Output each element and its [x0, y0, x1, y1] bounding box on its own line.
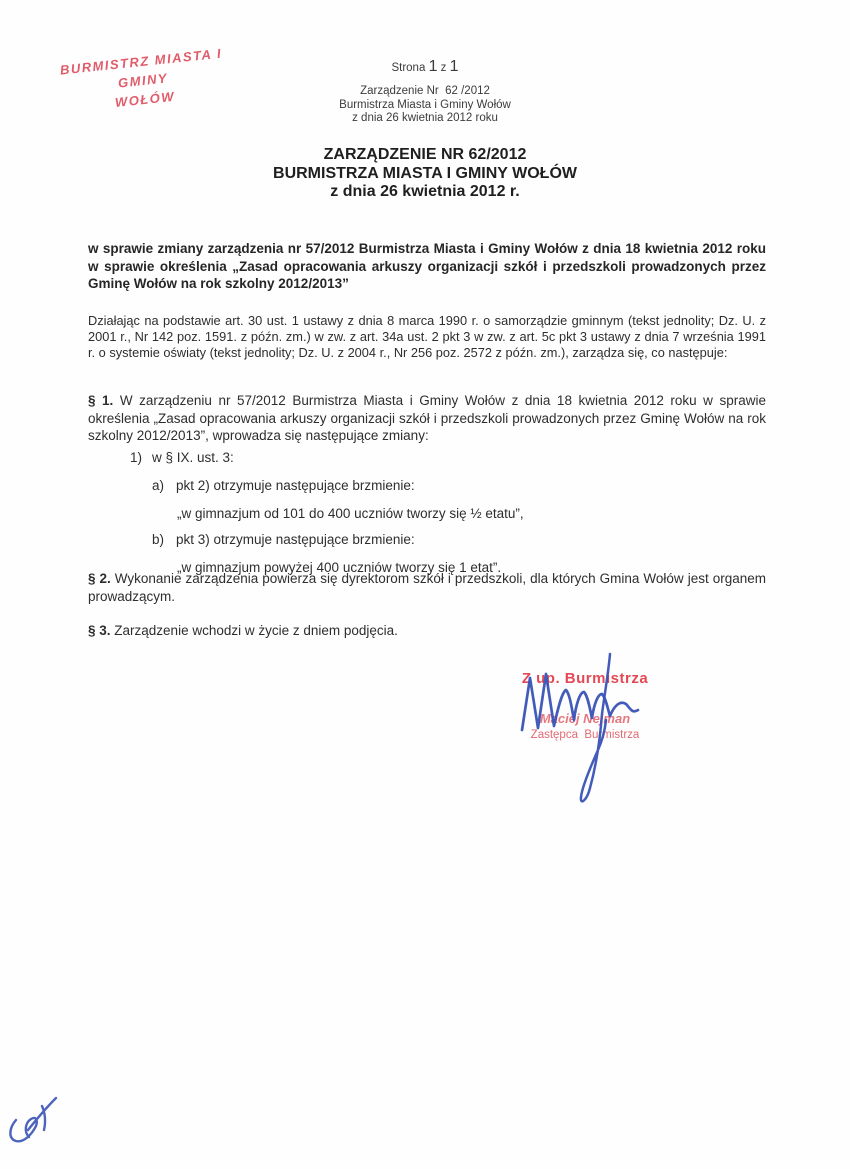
header-ref-line-2: Burmistrza Miasta i Gminy Wołów: [339, 98, 511, 111]
subject-paragraph: w sprawie zmiany zarządzenia nr 57/2012 Burmistrza Miasta i Gminy Wołów z dnia 18 kwietnia 2012 roku w sprawie określenia „Zasad opracowania arkuszy organizacji szkół i przedszkoli prowadzonych przez Gminę Wołów na rok szkolny 2012/2013”: [88, 241, 766, 291]
subitem-a-text: pkt 2) otrzymuje następujące brzmienie:: [176, 478, 415, 493]
section-1-label: § 1.: [88, 393, 114, 408]
title-line-1: ZARZĄDZENIE NR 62/2012: [323, 146, 527, 163]
signature-authority-stamp: Z up. Burmistrza: [521, 670, 649, 687]
page-number: 1: [428, 58, 438, 75]
signature-ink: [518, 648, 698, 823]
header-ref-line-1: Zarządzenie Nr 62 /2012: [360, 85, 490, 97]
section-3-text: Zarządzenie wchodzi w życie z dniem podjęcia.: [110, 623, 398, 638]
list-item-1-number: 1): [130, 450, 143, 465]
page-header: [0, 58, 850, 126]
of-label: z: [440, 62, 447, 74]
subitem-b-quote: „w gimnazjum powyżej 400 uczniów tworzy się 1 etat”.: [177, 560, 502, 575]
mayor-stamp-line1: BURMISTRZ MIASTA I GMINY: [59, 45, 223, 91]
section-3-paragraph: [88, 622, 766, 640]
mayor-stamp-line2: WOŁÓW: [114, 88, 176, 111]
signatory-name-stamp: Maciej Nejman: [539, 711, 631, 726]
section-1-paragraph: [88, 392, 766, 445]
legal-basis-paragraph: Działając na podstawie art. 30 ust. 1 ustawy z dnia 8 marca 1990 r. o samorządzie gminnym (tekst jednolity; Dz. U. z 2001 r., Nr 142 poz. 1591. z późn. zm.) w zw. z art. 34a ust. 2 pkt 3 w zw. z art. 5c pkt 3 ustawy z dnia 7 września 1991 r. o systemie oświaty (tekst jednolity; Dz. U. z 2004 r., Nr 256 poz. 2572 z późn. zm.), zarządza się, co następuje:: [88, 313, 766, 360]
subitem-a-quote: „w gimnazjum od 101 do 400 uczniów tworzy się ½ etatu”,: [177, 506, 524, 521]
section-1-text: W zarządzeniu nr 57/2012 Burmistrza Miasta i Gminy Wołów z dnia 18 kwietnia 2012 roku w sprawie określenia „Zasad opracowania arkuszy organizacji szkół i przedszkoli prowadzonych przez Gminę Wołów na rok szkolny 2012/2013”, wprowadza się następujące zmiany:: [88, 393, 766, 443]
subitem-a-letter: a): [152, 478, 165, 493]
strona-label: Strona: [391, 62, 426, 74]
subitem-a: [152, 477, 415, 494]
section-2-text: Wykonanie zarządzenia powierza się dyrektorom szkół i przedszkoli, dla których Gmina Wołów jest organem prowadzącym.: [88, 571, 766, 604]
page-total: 1: [449, 58, 459, 75]
section-2-paragraph: [88, 570, 766, 605]
title-line-3: z dnia 26 kwietnia 2012 r.: [330, 183, 520, 200]
header-ref-line-3: z dnia 26 kwietnia 2012 roku: [352, 112, 498, 124]
signatory-role-stamp: Zastępca Burmistrza: [530, 729, 640, 741]
title-line-2: BURMISTRZA MIASTA I GMINY WOŁÓW: [273, 164, 577, 182]
subitem-b-text: pkt 3) otrzymuje następujące brzmienie:: [176, 532, 415, 547]
paraph-ink: [4, 1088, 74, 1150]
list-item-1-text: w § IX. ust. 3:: [152, 450, 234, 465]
section-3-label: § 3.: [88, 623, 111, 638]
section-2-label: § 2.: [88, 571, 111, 586]
list-item-1: [130, 449, 234, 466]
document-title: [0, 146, 850, 202]
subitem-b-letter: b): [152, 532, 165, 547]
subitem-b: [152, 531, 415, 548]
page-number-line: [0, 58, 850, 76]
